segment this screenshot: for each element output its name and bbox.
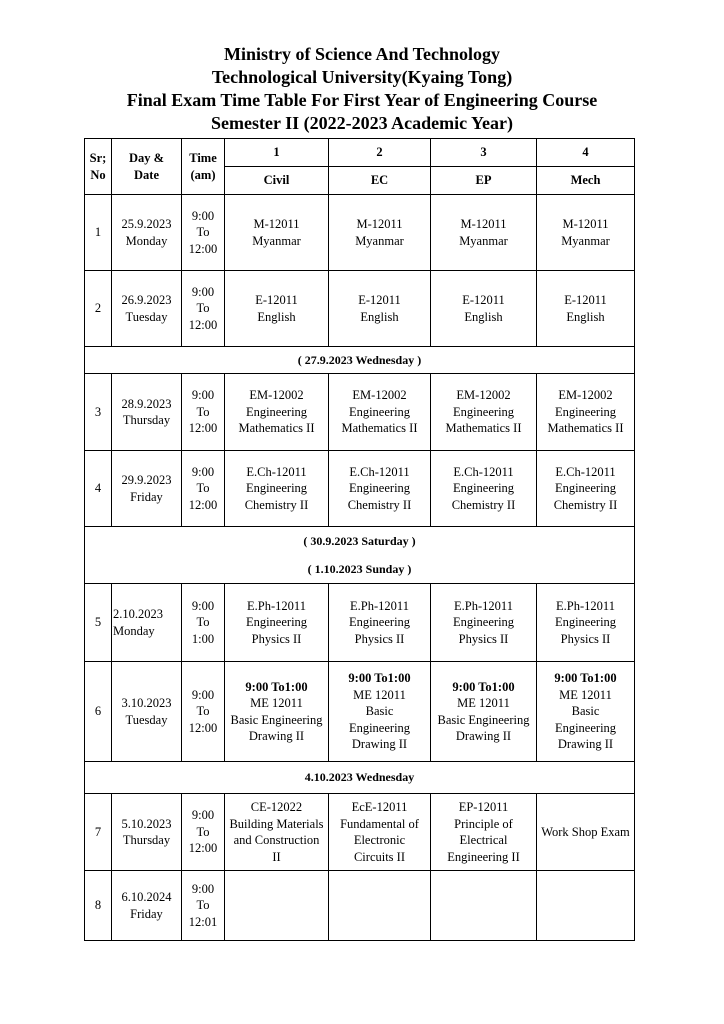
exam-time: 9:00 To 12:00: [182, 794, 225, 871]
row-number: 2: [85, 271, 112, 347]
row-number: 7: [85, 794, 112, 871]
exam-cell: EcE-12011 Fundamental of Electronic Circuits II: [329, 794, 431, 871]
table-row: [85, 374, 635, 451]
exam-cell: EM-12002 Engineering Mathematics II: [329, 374, 431, 451]
exam-cell: E-12011 English: [225, 271, 329, 347]
exam-date: 28.9.2023 Thursday: [112, 374, 182, 451]
ministry-title: Ministry of Science And Technology: [223, 44, 501, 64]
exam-date: 25.9.2023 Monday: [112, 195, 182, 271]
exam-date: 5.10.2023 Thursday: [112, 794, 182, 871]
exam-cell: E.Ch-12011 Engineering Chemistry II: [225, 451, 329, 527]
major-ep: EP: [431, 167, 537, 195]
holiday-label: 4.10.2023 Wednesday: [85, 762, 635, 794]
row-number: 6: [85, 662, 112, 762]
exam-cell: E-12011 English: [431, 271, 537, 347]
exam-time: 9:00 To 12:00: [182, 271, 225, 347]
exam-time: 9:00 To 12:00: [182, 451, 225, 527]
exam-time: 9:00 To 12:00: [182, 662, 225, 762]
row-number: 1: [85, 195, 112, 271]
table-row: [85, 271, 635, 347]
row-number: 3: [85, 374, 112, 451]
major-mech: Mech: [537, 167, 635, 195]
exam-cell: E.Ph-12011 Engineering Physics II: [225, 584, 329, 662]
exam-cell: 9:00 To1:00 ME 12011 Basic Engineering Drawing II: [537, 662, 635, 762]
row-number: 8: [85, 871, 112, 941]
university-title: Technological University(Kyaing Tong): [211, 67, 513, 87]
exam-cell: 9:00 To1:00 ME 12011 Basic Engineering Drawing II: [329, 662, 431, 762]
exam-cell: M-12011 Myanmar: [225, 195, 329, 271]
exam-cell: E.Ph-12011 Engineering Physics II: [431, 584, 537, 662]
exam-cell-empty: [225, 871, 329, 941]
major-ec: EC: [329, 167, 431, 195]
exam-cell: E.Ch-12011 Engineering Chemistry II: [329, 451, 431, 527]
table-row: [85, 662, 635, 762]
sr-no-header: Sr; No: [85, 139, 112, 195]
exam-time: 9:00 To 12:00: [182, 374, 225, 451]
time-header: Time (am): [182, 139, 225, 195]
exam-time: 9:00 To 12:00: [182, 195, 225, 271]
timetable-title: Final Exam Time Table For First Year of Engineering Course: [126, 90, 598, 110]
exam-cell-empty: [329, 871, 431, 941]
exam-cell: EM-12002 Engineering Mathematics II: [537, 374, 635, 451]
exam-date: 26.9.2023 Tuesday: [112, 271, 182, 347]
header-row-numbers: [85, 139, 635, 167]
row-number: 5: [85, 584, 112, 662]
exam-time: 9:00 To 1:00: [182, 584, 225, 662]
table-row: [85, 451, 635, 527]
exam-cell: Work Shop Exam: [537, 794, 635, 871]
separator-row: [85, 762, 635, 794]
table-row: [85, 871, 635, 941]
row-number: 4: [85, 451, 112, 527]
exam-cell: E-12011 English: [537, 271, 635, 347]
holiday-sunday: ( 1.10.2023 Sunday ): [307, 562, 412, 576]
table-row: [85, 584, 635, 662]
exam-cell: CE-12022 Building Materials and Construction II: [225, 794, 329, 871]
holiday-label: ( 27.9.2023 Wednesday ): [85, 347, 635, 374]
exam-cell: M-12011 Myanmar: [329, 195, 431, 271]
separator-row: [85, 347, 635, 374]
exam-timetable: [84, 138, 635, 941]
column-number: 3: [431, 139, 537, 167]
exam-cell: E.Ph-12011 Engineering Physics II: [329, 584, 431, 662]
major-civil: Civil: [225, 167, 329, 195]
holiday-saturday: ( 30.9.2023 Saturday ): [303, 534, 416, 548]
exam-date: 29.9.2023 Friday: [112, 451, 182, 527]
day-date-header: Day & Date: [112, 139, 182, 195]
exam-cell: 9:00 To1:00 ME 12011 Basic Engineering Drawing II: [431, 662, 537, 762]
exam-cell: E.Ph-12011 Engineering Physics II: [537, 584, 635, 662]
exam-date: 6.10.2024 Friday: [112, 871, 182, 941]
semester-title: Semester II (2022-2023 Academic Year): [211, 113, 513, 133]
column-number: 1: [225, 139, 329, 167]
exam-cell-empty: [431, 871, 537, 941]
exam-cell: M-12011 Myanmar: [537, 195, 635, 271]
exam-date: 3.10.2023 Tuesday: [112, 662, 182, 762]
column-number: 4: [537, 139, 635, 167]
exam-cell: EM-12002 Engineering Mathematics II: [225, 374, 329, 451]
holiday-label: [85, 527, 635, 584]
exam-cell: E.Ch-12011 Engineering Chemistry II: [431, 451, 537, 527]
table-row: [85, 794, 635, 871]
table-row: [85, 195, 635, 271]
exam-date: 2.10.2023 Monday: [112, 584, 182, 662]
exam-time: 9:00 To 12:01: [182, 871, 225, 941]
exam-cell: E-12011 English: [329, 271, 431, 347]
separator-row: [85, 527, 635, 584]
exam-cell: EM-12002 Engineering Mathematics II: [431, 374, 537, 451]
column-number: 2: [329, 139, 431, 167]
exam-cell: M-12011 Myanmar: [431, 195, 537, 271]
exam-cell-empty: [537, 871, 635, 941]
document-header: [0, 43, 724, 135]
exam-cell: E.Ch-12011 Engineering Chemistry II: [537, 451, 635, 527]
exam-cell: 9:00 To1:00 ME 12011 Basic Engineering Drawing II: [225, 662, 329, 762]
exam-cell: EP-12011 Principle of Electrical Engineering II: [431, 794, 537, 871]
